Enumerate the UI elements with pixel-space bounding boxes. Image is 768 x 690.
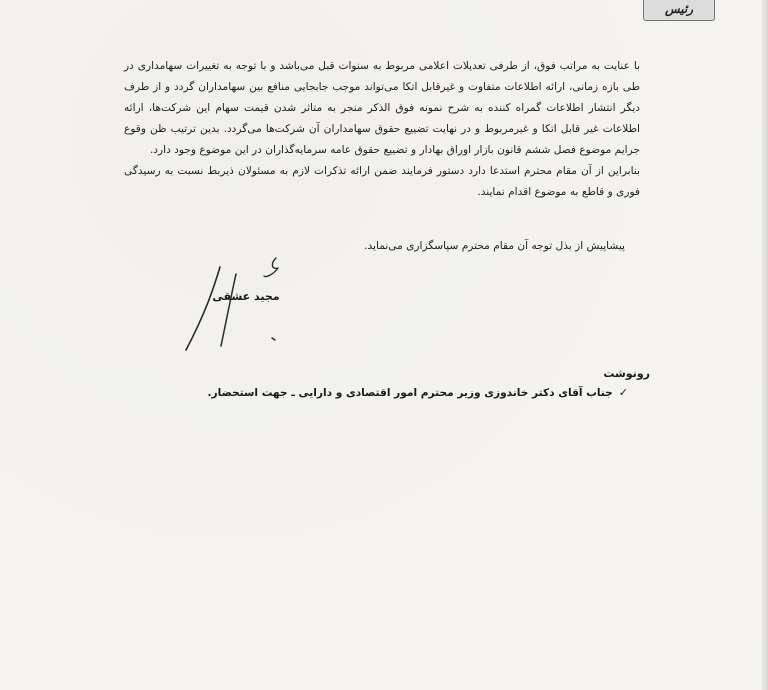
body-paragraph-1: با عنایت به مراتب فوق، از طرفی تعدیلات اعلامی مربوط به سنوات قبل می‌باشد و با توجه به تغییرات سهامداری در طی بازه زمانی، ارائه اطلاعات متفاوت و غیرقابل اتکا می‌تواند موجب جابجایی منافع بین سهامداران گردد و از طرف دیگر انتشار اطلاعات گمراه کننده به شرح نمونه فوق الذکر منجر به متاثر شدن قیمت سهام این شرکت‌ها، ارائه اطلاعات غیر قابل اتکا و غیرمربوط و در نهایت تضییع حقوق سهامداران آن شرکت‌ها می‌گردد. بدین ترتیب ظن وقوع جرایم موضوع فصل ششم قانون بازار اوراق بهادار و تضییع حقوق عامه سرمایه‌گذاران در این موضوع وجود دارد. — [124, 60, 640, 156]
header-badge: رئیس — [643, 0, 715, 21]
cc-title: رونوشت — [603, 367, 650, 380]
cc-item-text: جناب آقای دکتر خاندوزی وزیر محترم امور اقتصادی و دارایی ـ جهت استحضار. — [207, 386, 613, 399]
cc-item — [207, 386, 628, 399]
signer-name: مجید عشقی — [212, 290, 280, 303]
closing-line: پیشاپیش از بذل توجه آن مقام محترم سپاسگزاری می‌نماید. — [364, 240, 625, 252]
page-edge — [762, 0, 768, 690]
handwritten-signature — [176, 252, 296, 362]
letter-body — [124, 56, 640, 203]
checkmark-icon: ✓ — [618, 386, 628, 399]
body-paragraph-2: بنابراین از آن مقام محترم استدعا دارد دستور فرمایند ضمن ارائه تذکرات لازم به مسئولان ذیربط نسبت به رسیدگی فوری و قاطع به موضوع اقدام نمایند. — [124, 165, 640, 198]
